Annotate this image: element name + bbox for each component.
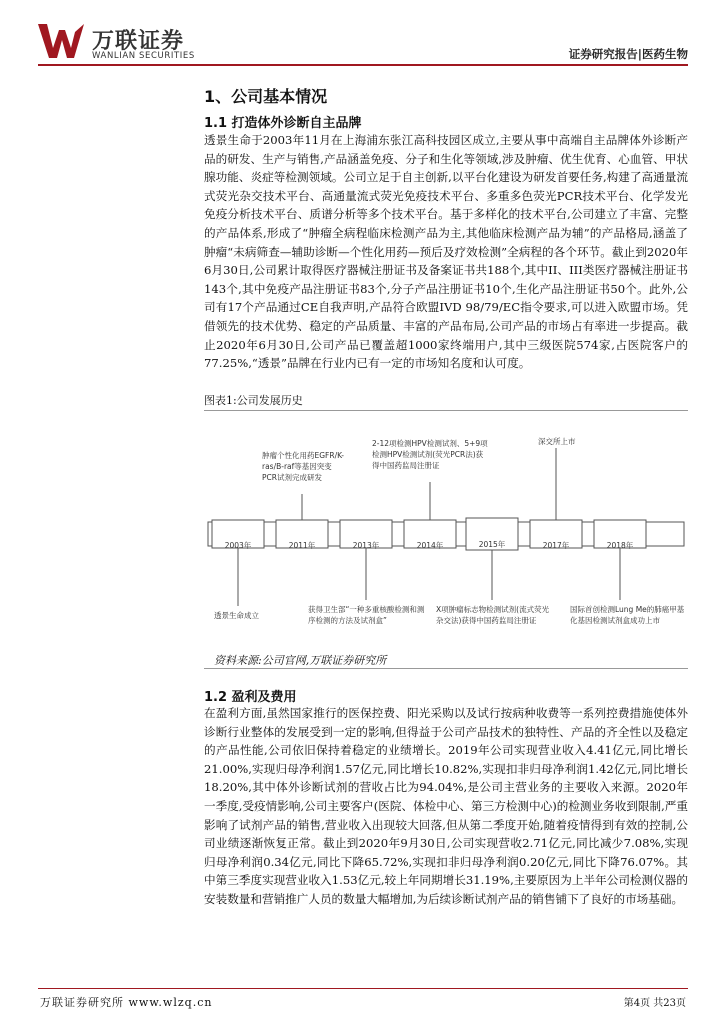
event-2017: 深交所上市 [538, 437, 576, 446]
event-2014: 2-12项检测HPV检测试剂、5+9项检测HPV检测试剂(荧光PCR法)获得中国药监局注册证 [372, 439, 488, 470]
event-2011: 肿瘤个性化用药EGFR/K-ras/B-raf等基因突变PCR试剂完成研发 [262, 451, 344, 482]
year-label-2018: 2018年 [606, 541, 634, 550]
figure-source: 资料来源:公司官网,万联证券研究所 [214, 654, 387, 667]
report-label: 证券研究报告|医药生物 [568, 47, 688, 61]
figure-title: 图表1:公司发展历史 [204, 392, 688, 411]
paragraph-profit-expense: 在盈利方面,虽然国家推行的医保控费、阳光采购以及试行按病种收费等一系列控费措施使体外诊断行业整体的发展受到一定的影响,但得益于公司产品技术的独特性、产品的齐全性以及稳定的产品性能,公司依旧保持着稳定的业绩增长。2019年公司实现营业收入4.41亿元,同比增长21.00%,实现归母净利润1.57亿元,同比增长10.82%,实现扣非归母净利润1.42亿元,同比增长18.20%,其中体外诊断试剂的营收占比为94.04%,是公司主营业务的主要收入来源。2020年一季度,受疫情影响,公司主要客户(医院、体检中心、第三方检测中心)的检测业务收到限制,严重影响了试剂产品的销售,营业收入出现较大回落,但从第二季度开始,随着疫情得到有效的控制,公司业绩逐渐恢复正常。截止到2020年9月30日,公司实现营收2.71亿元,同比减少7.08%,实现归母净利润0.34亿元,同比下降65.72%,实现扣非归母净利润0.20亿元,同比下降76.07%。其中第三季度实现营业收入1.53亿元,较上年同期增长31.19%,主要原因为上半年公司检测仪器的安装数量和营销推广人员的数量大幅增加,为后续诊断试剂产品的销售铺下了良好的市场基础。 [204, 706, 688, 906]
year-label-2013: 2013年 [352, 541, 380, 550]
event-2013: 获得卫生部“一种多重核酸检测和测序检测的方法及试剂盒” [308, 605, 425, 625]
company-logo [38, 22, 198, 62]
footer-divider [38, 988, 688, 989]
wanlian-logo-icon [38, 22, 84, 60]
year-label-2017: 2017年 [542, 541, 570, 550]
year-label-2003: 2003年 [224, 541, 252, 550]
section-title: 1、公司基本情况 [204, 87, 328, 106]
subsection-title-1-2: 1.2 盈利及费用 [204, 690, 297, 705]
event-2018: 国际首创检测Lung Me的肺癌甲基化基因检测试剂盒成功上市 [570, 605, 685, 625]
event-2015: X项肿瘤标志物检测试剂(流式荧光杂交法)获得中国药监局注册证 [436, 605, 550, 625]
logo-cn-text: 万联证券 [92, 29, 185, 54]
subsection-title-1-1: 1.1 打造体外诊断自主品牌 [204, 116, 362, 131]
logo-en-text: WANLIAN SECURITIES [92, 51, 195, 61]
paragraph-company-intro: 透景生命于2003年11月在上海浦东张江高科技园区成立,主要从事中高端自主品牌体外诊断产品的研发、生产与销售,产品涵盖免疫、分子和生化等领域,涉及肿瘤、优生优育、心血管、甲状腺功能、炎症等检测领域。公司立足于自主创新,以平台化建设为研发首要任务,构建了高通量流式荧光杂交技术平台、高通量流式荧光免疫技术平台、多重多色荧光PCR技术平台、化学发光免疫分析技术平台、质谱分析等多个技术平台。基于多样化的技术平台,公司建立了丰富、完整的产品体系,形成了“肿瘤全病程临床检测产品为主,其他临床检测产品为辅”的产品格局,涵盖了肿瘤“未病筛查—辅助诊断—个性化用药—预后及疗效检测”全病程的各个环节。截止到2020年6月30日,公司累计取得医疗器械注册证书及备案证书共188个,其中II、III类医疗器械注册证书143个,其中免疫产品注册证书83个,分子产品注册证书10个,生化产品注册证书50个。此外,公司有17个产品通过CE自我声明,产品符合欧盟IVD 98/79/EC指令要求,可以进入欧盟市场。凭借领先的技术优势、稳定的产品质量、丰富的产品布局,公司产品的市场占有率进一步提高。截止2020年6月30日,公司产品已覆盖超1000家终端用户,其中三级医院574家,占医院客户的77.25%,“透景”品牌在行业内已有一定的市场知名度和认可度。 [204, 133, 688, 371]
development-timeline [204, 414, 688, 650]
event-2003: 透景生命成立 [214, 611, 259, 620]
figure-bottom-rule [204, 668, 688, 669]
year-label-2011: 2011年 [288, 541, 316, 550]
header-divider [38, 64, 688, 66]
footer-institute: 万联证券研究所 www.wlzq.cn [40, 996, 213, 1009]
year-label-2015: 2015年 [478, 540, 506, 549]
year-label-2014: 2014年 [416, 541, 444, 550]
page-number: 第4页 共23页 [623, 998, 686, 1009]
